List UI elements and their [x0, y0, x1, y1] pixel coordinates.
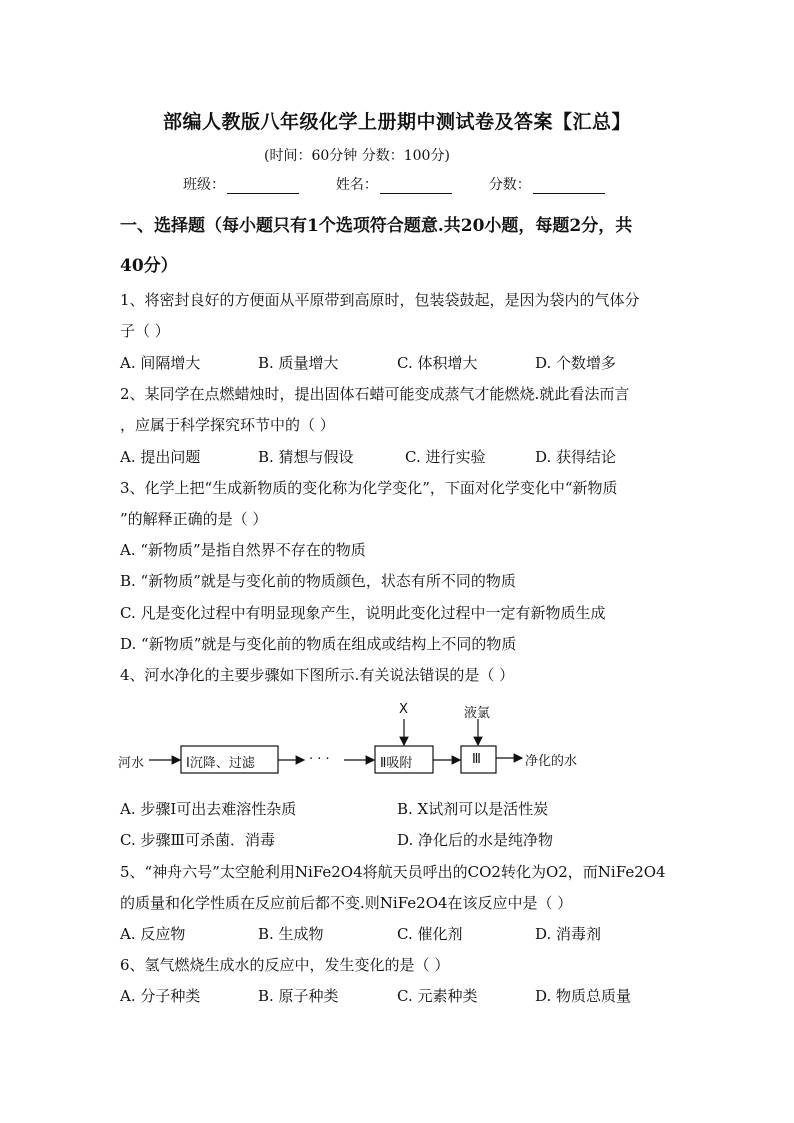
- q1-option-a[interactable]: A. 间隔增大: [120, 354, 201, 372]
- question-3-stem-cont: ”的解释正确的是（ ）: [120, 510, 268, 528]
- ellipsis-label: · · ·: [309, 752, 330, 767]
- class-blank[interactable]: [227, 179, 299, 194]
- section-heading-cont: 40分）: [120, 256, 178, 276]
- q4-option-c[interactable]: C. 步骤Ⅲ可杀菌．消毒: [120, 831, 275, 849]
- liquid-chlorine-label: 液氯: [464, 706, 491, 721]
- q6-option-a[interactable]: A. 分子种类: [120, 987, 201, 1005]
- q6-option-d[interactable]: D. 物质总质量: [535, 987, 632, 1005]
- info-row: [183, 174, 605, 194]
- q5-option-a[interactable]: A. 反应物: [120, 925, 186, 943]
- q6-option-c[interactable]: C. 元素种类: [397, 987, 478, 1005]
- question-3-stem: 3、化学上把“生成新物质的变化称为化学变化”，下面对化学变化中“新物质: [120, 479, 618, 497]
- q2-option-d[interactable]: D. 获得结论: [535, 448, 617, 466]
- step2-label: Ⅱ吸附: [380, 756, 413, 771]
- purified-water-label: 净化的水: [525, 754, 578, 769]
- score-blank[interactable]: [533, 179, 605, 194]
- step1-label: Ⅰ沉降、过滤: [186, 756, 255, 771]
- q2-option-c[interactable]: C. 进行实验: [405, 448, 486, 466]
- name-blank[interactable]: [380, 179, 452, 194]
- q4-option-a[interactable]: A. 步骤Ⅰ可出去难溶性杂质: [120, 800, 297, 818]
- q1-option-d[interactable]: D. 个数增多: [535, 354, 617, 372]
- q3-option-d[interactable]: D. “新物质”就是与变化前的物质在组成或结构上不同的物质: [120, 635, 517, 653]
- question-1-stem-cont: 子（ ）: [120, 322, 170, 340]
- q1-option-b[interactable]: B. 质量增大: [258, 354, 339, 372]
- q3-option-c[interactable]: C. 凡是变化过程中有明显现象产生，说明此变化过程中一定有新物质生成: [120, 604, 606, 622]
- class-label: 班级：: [183, 177, 225, 193]
- river-water-label: 河水: [118, 756, 145, 771]
- reagent-x-label: X: [399, 702, 408, 717]
- score-label: 分数：: [488, 177, 531, 193]
- exam-time-score: (时间：60分钟 分数：100分): [264, 148, 450, 164]
- page-title: 部编人教版八年级化学上册期中测试卷及答案【汇总】: [162, 111, 631, 133]
- q3-option-a[interactable]: A. “新物质”是指自然界不存在的物质: [120, 541, 366, 559]
- q6-option-b[interactable]: B. 原子种类: [258, 987, 339, 1005]
- question-2-stem-cont: ，应属于科学探究环节中的（ ）: [120, 416, 335, 434]
- q2-option-b[interactable]: B. 猜想与假设: [258, 448, 354, 466]
- question-5-stem-cont: 的质量和化学性质在反应前后都不变.则NiFe2O4在该反应中是（ ）: [120, 894, 573, 912]
- q2-option-a[interactable]: A. 提出问题: [120, 448, 201, 466]
- question-5-stem: 5、“神舟六号”太空舱利用NiFe2O4将航天员呼出的CO2转化为O2，而NiFe2O4: [120, 863, 666, 881]
- purification-diagram: [118, 700, 588, 780]
- q5-option-b[interactable]: B. 生成物: [258, 925, 324, 943]
- question-6-stem: 6、氢气燃烧生成水的反应中，发生变化的是（ ）: [120, 956, 450, 974]
- question-1-stem: 1、将密封良好的方便面从平原带到高原时，包装袋鼓起，是因为袋内的气体分: [120, 291, 640, 309]
- q3-option-b[interactable]: B. “新物质”就是与变化前的物质颜色，状态有所不同的物质: [120, 572, 516, 590]
- question-4-stem: 4、河水净化的主要步骤如下图所示.有关说法错误的是（ ）: [120, 666, 515, 684]
- name-label: 姓名：: [335, 177, 378, 193]
- question-2-stem: 2、某同学在点燃蜡烛时，提出固体石蜡可能变成蒸气才能燃烧.就此看法而言: [120, 385, 630, 403]
- q5-option-d[interactable]: D. 消毒剂: [535, 925, 602, 943]
- step3-label: Ⅲ: [472, 752, 481, 767]
- q1-option-c[interactable]: C. 体积增大: [397, 354, 478, 372]
- section-heading: 一、选择题（每小题只有1个选项符合题意.共20小题，每题2分，共: [120, 216, 633, 236]
- q4-option-d[interactable]: D. 净化后的水是纯净物: [397, 831, 554, 849]
- q5-option-c[interactable]: C. 催化剂: [397, 925, 463, 943]
- q4-option-b[interactable]: B. X试剂可以是活性炭: [397, 800, 549, 818]
